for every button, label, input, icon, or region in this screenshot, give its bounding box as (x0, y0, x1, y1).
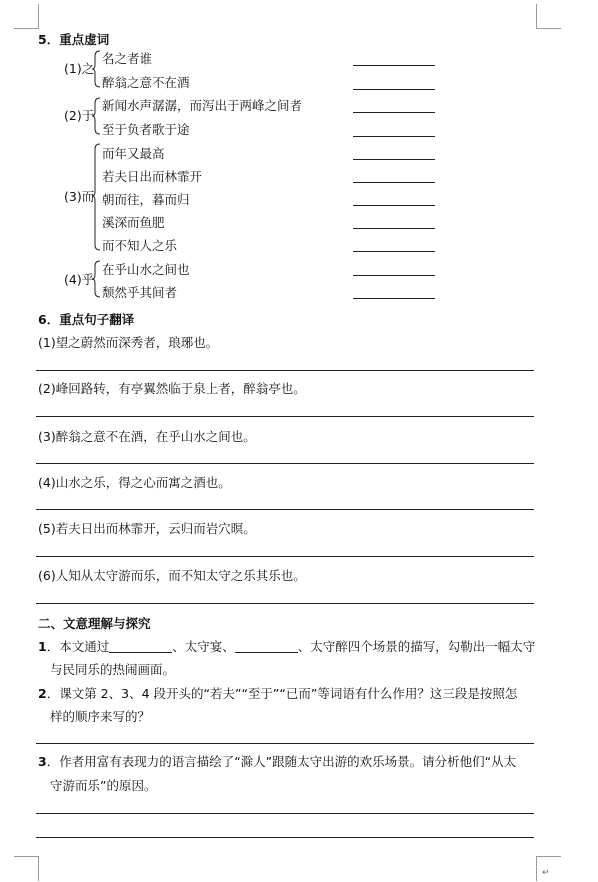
translation-sentence: (4)山水之乐，得之心而寓之酒也。 (38, 475, 231, 490)
translation-sentence: (6)人知从太守游而乐，而不知太守之乐其乐也。 (38, 568, 306, 583)
section-5-heading: 5．重点虚词 (38, 32, 110, 47)
group-label-hu: (4)乎 (64, 272, 95, 287)
answer-line[interactable] (353, 205, 435, 206)
group-item: 溪深而鱼肥 (102, 215, 165, 230)
brace-icon (91, 97, 101, 135)
group-item: 在乎山水之间也 (102, 262, 190, 277)
corner-mark-top-left (14, 4, 39, 29)
translation-answer-line[interactable] (36, 463, 534, 464)
translation-answer-line[interactable] (36, 556, 534, 557)
question-text: ．课文第 2、3、4 段开头的“若夫”“至于”“已而”等词语有什么作用？这三段是按照怎 (46, 686, 518, 701)
group-label-yu: (2)于 (64, 108, 95, 123)
blank-field[interactable] (235, 640, 298, 653)
answer-line[interactable] (353, 298, 435, 299)
answer-line[interactable] (353, 159, 435, 160)
answer-line[interactable] (36, 813, 534, 814)
answer-line[interactable] (353, 251, 435, 252)
question-3-line-1 (38, 752, 516, 770)
answer-line[interactable] (353, 112, 435, 113)
answer-line[interactable] (353, 136, 435, 137)
translation-answer-line[interactable] (36, 603, 534, 604)
translation-answer-line[interactable] (36, 370, 534, 371)
answer-line[interactable] (353, 228, 435, 229)
part-2-heading: 二、文意理解与探究 (38, 616, 151, 631)
answer-line[interactable] (36, 837, 534, 838)
group-item: 醉翁之意不在酒 (102, 75, 190, 90)
brace-icon (91, 143, 101, 251)
question-text: ．本文通过 (46, 639, 110, 654)
answer-line[interactable] (353, 275, 435, 276)
group-item: 至于负者歌于途 (102, 122, 190, 137)
question-2-line-1 (38, 684, 517, 702)
group-item: 颓然乎其间者 (102, 285, 178, 300)
group-label-zhi: (1)之 (64, 61, 95, 76)
blank-field[interactable] (109, 640, 172, 653)
brace-icon (91, 260, 101, 298)
answer-line[interactable] (353, 182, 435, 183)
return-mark-icon: ↵ (542, 868, 550, 878)
question-2-line-2: 样的顺序来写的？ (50, 709, 151, 724)
question-text: 、太守醉四个场景的描写，勾勒出一幅太守 (297, 639, 536, 654)
group-item: 朝而往，暮而归 (102, 192, 190, 207)
corner-mark-bottom-left (14, 856, 39, 881)
translation-sentence: (3)醉翁之意不在酒，在乎山水之间也。 (38, 429, 256, 444)
corner-mark-top-right (536, 4, 561, 29)
group-item: 新闻水声潺潺，而泻出于两峰之间者 (102, 98, 303, 113)
translation-answer-line[interactable] (36, 416, 534, 417)
question-number: 1 (38, 639, 47, 654)
question-3-line-2: 守游而乐”的原因。 (50, 778, 157, 793)
translation-sentence: (2)峰回路转，有亭翼然临于泉上者，醉翁亭也。 (38, 381, 306, 396)
answer-line[interactable] (36, 743, 534, 744)
question-1-line-1 (38, 637, 535, 655)
translation-sentence: (5)若夫日出而林霏开，云归而岩穴暝。 (38, 521, 256, 536)
question-text: ．作者用富有表现力的语言描绘了“滁人”跟随太守出游的欢乐场景。请分析他们“从太 (46, 754, 517, 769)
translation-sentence: (1)望之蔚然而深秀者，琅琊也。 (38, 335, 219, 350)
group-label-er: (3)而 (64, 189, 95, 204)
question-1-line-2: 与民同乐的热闹画面。 (50, 662, 176, 677)
section-6-heading: 6．重点句子翻译 (38, 312, 135, 327)
answer-line[interactable] (353, 89, 435, 90)
answer-line[interactable] (353, 65, 435, 66)
group-item: 而年又最高 (102, 146, 165, 161)
question-text: 、太守宴、 (172, 639, 235, 654)
brace-icon (91, 50, 101, 88)
group-item: 而不知人之乐 (102, 238, 178, 253)
group-item: 名之者谁 (102, 51, 153, 66)
question-number: 3 (38, 754, 47, 769)
question-number: 2 (38, 686, 47, 701)
translation-answer-line[interactable] (36, 509, 534, 510)
group-item: 若夫日出而林霏开 (102, 169, 203, 184)
